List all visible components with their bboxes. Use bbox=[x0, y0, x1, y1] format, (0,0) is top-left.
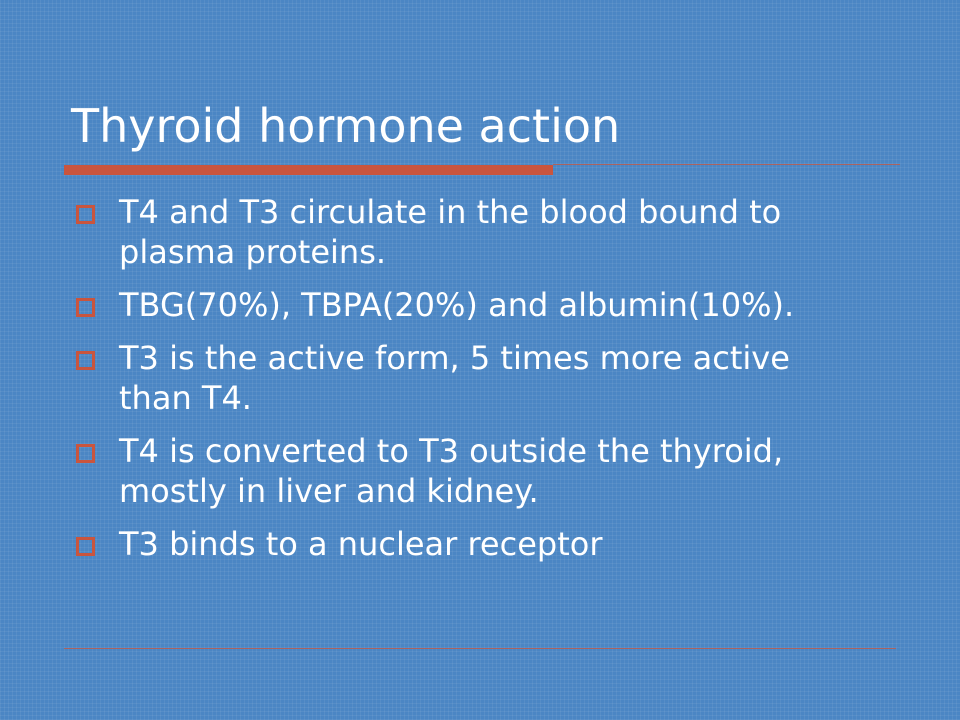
bullet-item bbox=[71, 431, 861, 511]
title-accent-bar bbox=[64, 165, 553, 175]
footer-divider-line bbox=[64, 648, 896, 649]
bullet-list bbox=[71, 192, 861, 577]
hollow-square-bullet-icon bbox=[76, 298, 95, 317]
slide-title: Thyroid hormone action bbox=[71, 99, 621, 153]
hollow-square-bullet-icon bbox=[76, 444, 95, 463]
bullet-item bbox=[71, 285, 861, 325]
hollow-square-bullet-icon bbox=[76, 351, 95, 370]
bullet-text: T4 is converted to T3 outside the thyroid, mostly in liver and kidney. bbox=[119, 432, 784, 510]
hollow-square-bullet-icon bbox=[76, 205, 95, 224]
bullet-text: T4 and T3 circulate in the blood bound to plasma proteins. bbox=[119, 193, 782, 271]
title-divider-line bbox=[553, 164, 900, 165]
hollow-square-bullet-icon bbox=[76, 537, 95, 556]
bullet-item bbox=[71, 192, 861, 272]
bullet-text: TBG(70%), TBPA(20%) and albumin(10%). bbox=[119, 286, 795, 324]
bullet-text: T3 binds to a nuclear receptor bbox=[119, 525, 603, 563]
bullet-text: T3 is the active form, 5 times more active than T4. bbox=[119, 339, 790, 417]
bullet-item bbox=[71, 338, 861, 418]
bullet-item bbox=[71, 524, 861, 564]
